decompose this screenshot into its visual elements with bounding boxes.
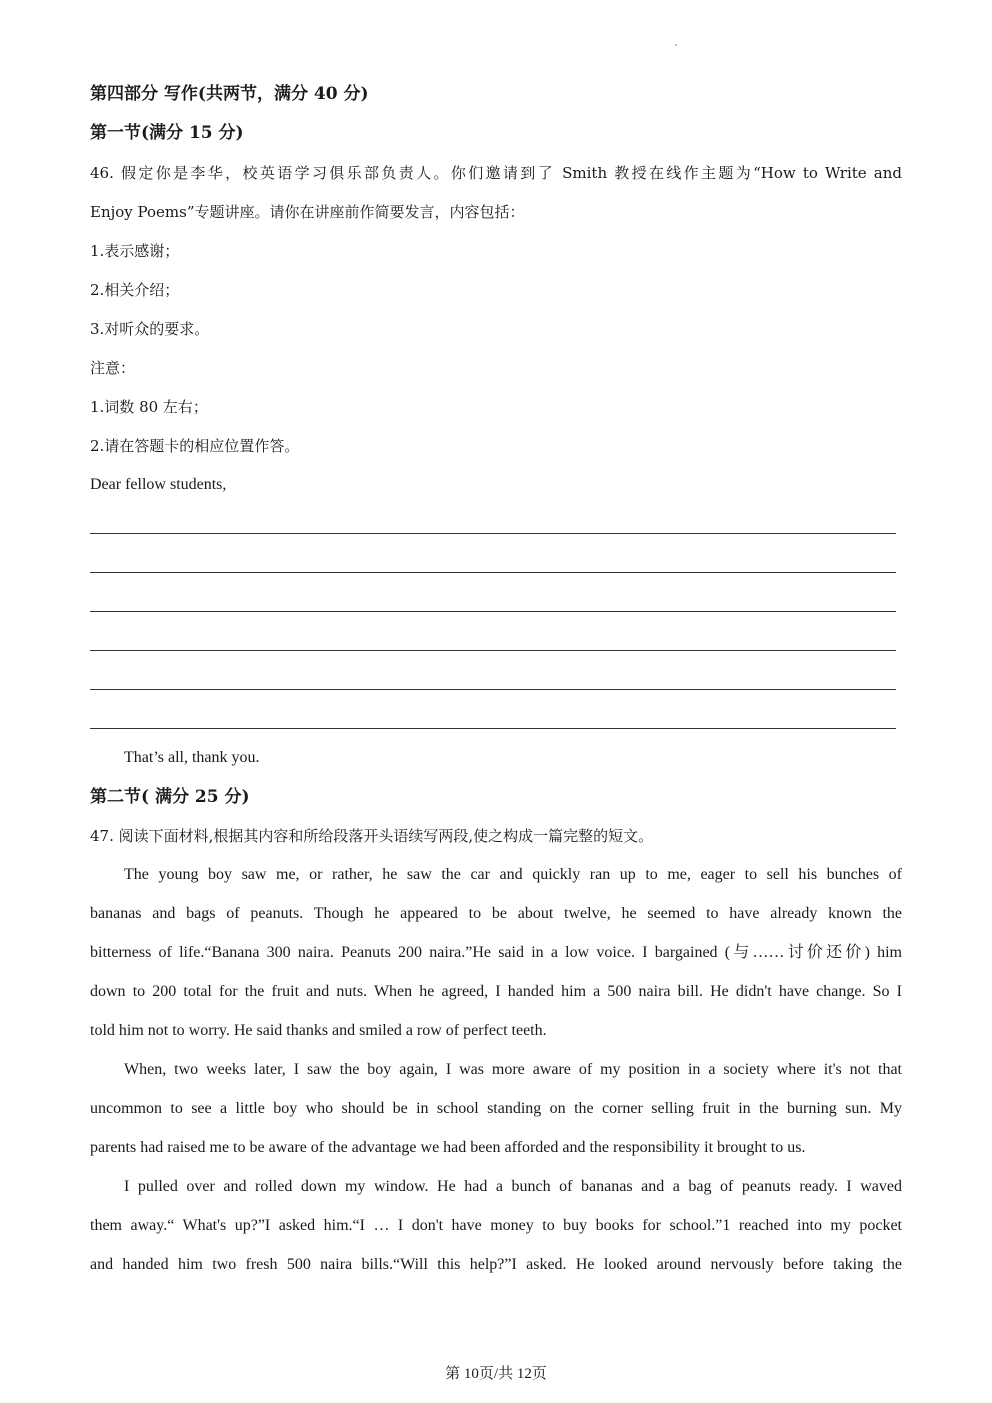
page-number: 第 10页/共 12页 xyxy=(445,1366,547,1382)
passage-line: bananas and bags of peanuts. Though he appeared to be about twelve, he seemed to have already known the xyxy=(90,905,902,922)
section2-heading: 第二节( 满分 25 分) xyxy=(90,787,250,807)
passage-line: When, two weeks later, I saw the boy again, I was more aware of my position in a society where it's not that xyxy=(124,1061,902,1078)
passage-line: uncommon to see a little boy who should be in school standing on the corner selling fruit in the burning sun. My xyxy=(90,1100,902,1117)
passage-line: bitterness of life.“Banana 300 naira. Peanuts 200 naira.”He said in a low voice. I bargained (与……讨价还价) him xyxy=(90,944,902,961)
passage-line: them away.“ What's up?”I asked him.“I … I don't have money to buy books for school.”1 reached into my pocket xyxy=(90,1217,902,1234)
answer-line xyxy=(90,572,896,573)
requirement-item: 2.相关介绍； xyxy=(90,281,180,299)
passage-line: parents had raised me to be aware of the advantage we had been afforded and the responsibility it brought to us. xyxy=(90,1139,806,1156)
passage-line: and handed him two fresh 500 naira bills.“Will this help?”I asked. He looked around nervously before taking the xyxy=(90,1256,902,1273)
letter-closing: That’s all, thank you. xyxy=(124,749,260,766)
passage-line: I pulled over and rolled down my window. He had a bunch of bananas and a bag of peanuts ready. I waved xyxy=(124,1178,902,1195)
scan-speck xyxy=(675,44,677,46)
answer-line xyxy=(90,650,896,651)
answer-line xyxy=(90,533,896,534)
notes-label: 注意： xyxy=(90,359,136,377)
note-item: 2.请在答题卡的相应位置作答。 xyxy=(90,437,300,455)
requirement-item: 1.表示感谢； xyxy=(90,242,180,260)
passage-line: The young boy saw me, or rather, he saw the car and quickly ran up to me, eager to sell his bunches of xyxy=(124,866,902,883)
note-item: 1.词数 80 左右； xyxy=(90,398,208,416)
answer-line xyxy=(90,689,896,690)
letter-salutation: Dear fellow students, xyxy=(90,476,227,493)
q46-prompt-line1: 46. 假定你是李华，校英语学习俱乐部负责人。你们邀请到了 Smith 教授在线作主题为“How to Write and xyxy=(90,164,902,182)
answer-line xyxy=(90,611,896,612)
passage-line: told him not to worry. He said thanks and smiled a row of perfect teeth. xyxy=(90,1022,547,1039)
q47-prompt: 47. 阅读下面材料,根据其内容和所给段落开头语续写两段,使之构成一篇完整的短文。 xyxy=(90,827,654,845)
answer-line xyxy=(90,728,896,729)
part-heading: 第四部分 写作(共两节，满分 40 分) xyxy=(90,84,369,104)
q46-prompt-line2: Enjoy Poems”专题讲座。请你在讲座前作简要发言，内容包括： xyxy=(90,203,525,221)
requirement-item: 3.对听众的要求。 xyxy=(90,320,210,338)
section1-heading: 第一节(满分 15 分) xyxy=(90,123,244,143)
passage-line: down to 200 total for the fruit and nuts. When he agreed, I handed him a 500 naira bill. He didn't have change. So I xyxy=(90,983,902,1000)
